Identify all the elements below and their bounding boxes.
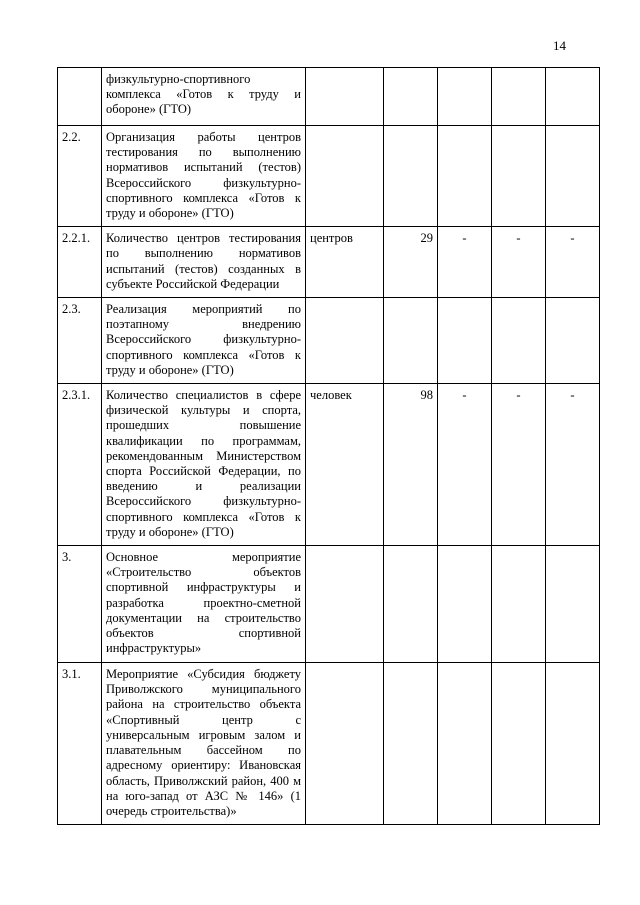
row-number: 2.3.	[58, 298, 102, 384]
row-unit: центров	[306, 227, 384, 298]
table-row	[58, 663, 600, 825]
row-cell-1: -	[438, 227, 492, 298]
row-unit	[306, 546, 384, 663]
program-indicators-table	[57, 67, 600, 825]
row-cell-3	[546, 546, 600, 663]
row-description: физкультурно-спортивного комплекса «Готов к труду и обороне» (ГТО)	[102, 68, 306, 126]
table-row	[58, 298, 600, 384]
row-value	[384, 546, 438, 663]
row-cell-3	[546, 663, 600, 825]
table-row	[58, 384, 600, 546]
row-number: 3.	[58, 546, 102, 663]
row-number	[58, 68, 102, 126]
row-value	[384, 68, 438, 126]
row-cell-1: -	[438, 384, 492, 546]
table-row	[58, 68, 600, 126]
row-cell-3: -	[546, 227, 600, 298]
row-description: Реализация мероприятий по поэтапному внедрению Всероссийского физкультурно-спортивного комплекса «Готов к труду и обороне» (ГТО)	[102, 298, 306, 384]
row-description: Количество центров тестирования по выполнению нормативов испытаний (тестов) созданных в субъекте Российской Федерации	[102, 227, 306, 298]
row-cell-3	[546, 68, 600, 126]
row-cell-2	[492, 68, 546, 126]
row-cell-2	[492, 298, 546, 384]
row-cell-2: -	[492, 227, 546, 298]
row-cell-1	[438, 126, 492, 227]
row-cell-1	[438, 663, 492, 825]
row-cell-1	[438, 298, 492, 384]
row-cell-2	[492, 546, 546, 663]
row-number: 2.2.	[58, 126, 102, 227]
row-number: 3.1.	[58, 663, 102, 825]
row-value	[384, 126, 438, 227]
row-description: Мероприятие «Субсидия бюджету Приволжского муниципального района на строительство объекта «Спортивный центр с универсальным игровым залом и плавательным бассейном по адресному ориентиру: Ивановская область, Приволжский район, 400 м на юго-запад от АЗС № 146» (1 очередь строительства)»	[102, 663, 306, 825]
row-cell-3: -	[546, 384, 600, 546]
row-value	[384, 298, 438, 384]
row-number: 2.3.1.	[58, 384, 102, 546]
table-row	[58, 546, 600, 663]
row-cell-1	[438, 68, 492, 126]
row-description: Количество специалистов в сфере физической культуры и спорта, прошедших повышение квалификации по программам, рекомендованным Министерством спорта Российской Федерации, по введению и реализации Всероссийского физкультурно-спортивного комплекса «Готов к труду и обороне» (ГТО)	[102, 384, 306, 546]
row-unit: человек	[306, 384, 384, 546]
row-cell-3	[546, 126, 600, 227]
row-cell-1	[438, 546, 492, 663]
row-cell-3	[546, 298, 600, 384]
row-cell-2	[492, 126, 546, 227]
row-number: 2.2.1.	[58, 227, 102, 298]
table-row	[58, 227, 600, 298]
row-description: Организация работы центров тестирования по выполнению нормативов испытаний (тестов) Всероссийского физкультурно-спортивного комплекса «Готов к труду и обороне» (ГТО)	[102, 126, 306, 227]
row-unit	[306, 126, 384, 227]
row-description: Основное мероприятие «Строительство объектов спортивной инфраструктуры и разработка проектно-сметной документации на строительство объектов спортивной инфраструктуры»	[102, 546, 306, 663]
row-cell-2: -	[492, 384, 546, 546]
row-unit	[306, 663, 384, 825]
row-unit	[306, 68, 384, 126]
row-value: 98	[384, 384, 438, 546]
row-unit	[306, 298, 384, 384]
row-value: 29	[384, 227, 438, 298]
row-cell-2	[492, 663, 546, 825]
table-row	[58, 126, 600, 227]
row-value	[384, 663, 438, 825]
page-number: 14	[553, 38, 566, 53]
